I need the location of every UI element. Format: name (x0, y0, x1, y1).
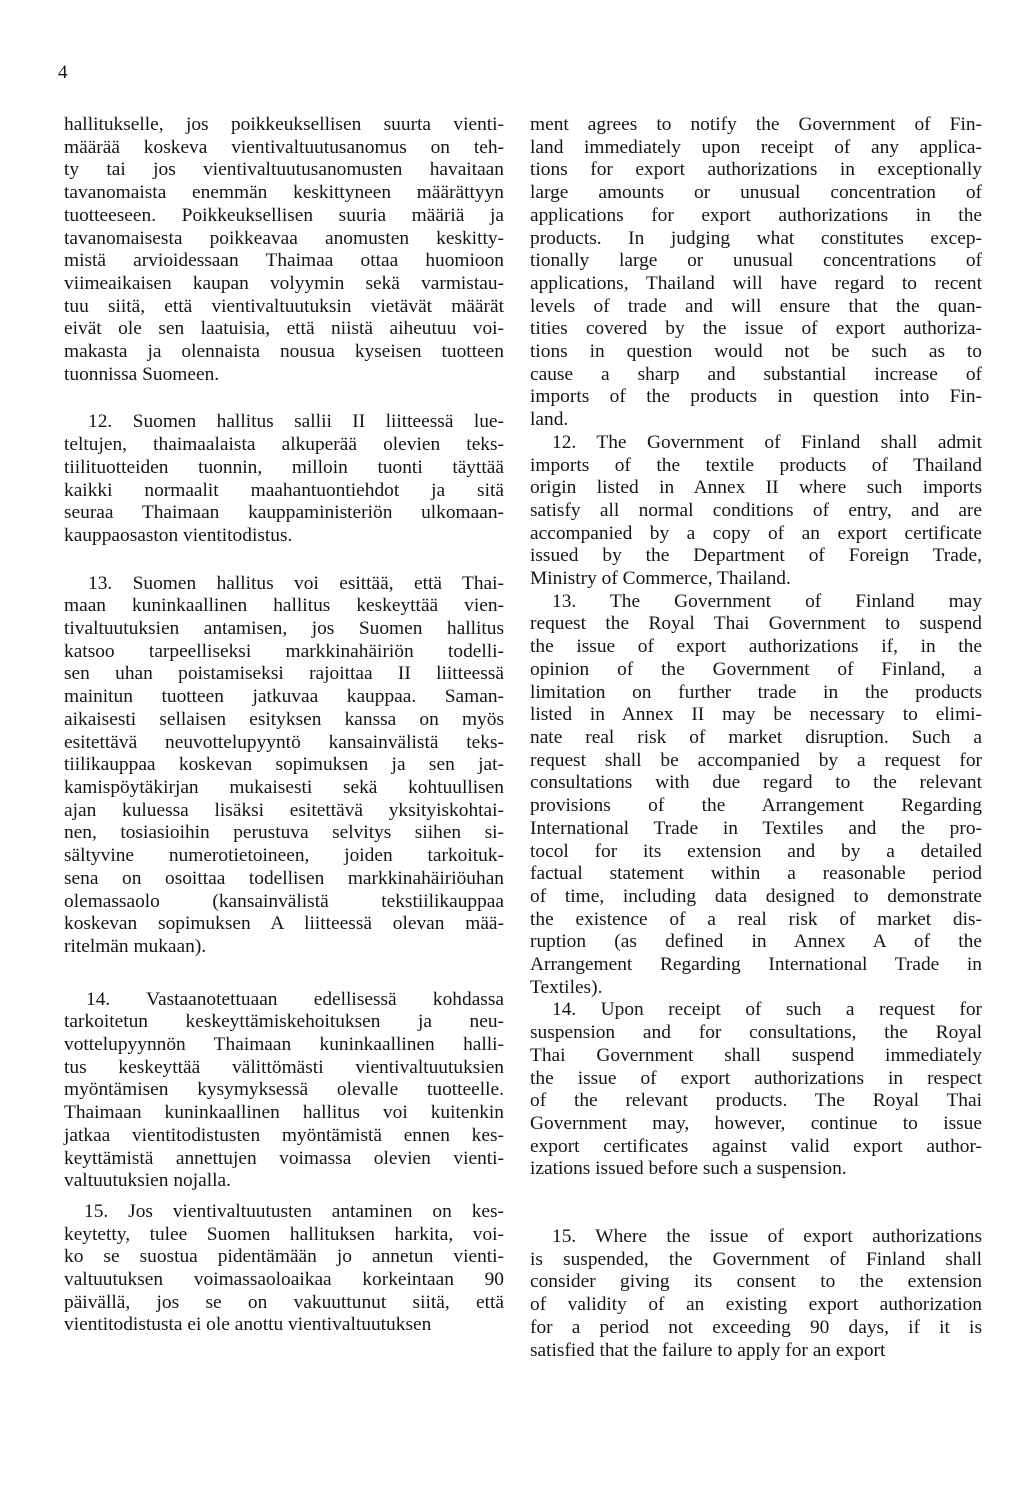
finnish-paragraph (64, 411, 504, 547)
text-line: of the relevant products. The Royal Thai (530, 1090, 982, 1112)
text-line: teltujen, thaimaalaista alkuperää olevien teks- (64, 434, 504, 456)
text-line: Government may, however, continue to issue (530, 1112, 982, 1134)
text-line: consider giving its consent to the extension (530, 1271, 982, 1293)
text-line: request the Royal Thai Government to suspend (530, 613, 982, 635)
text-line: sena on osoittaa todellisen markkinahäiriöuhan (64, 867, 504, 889)
text-line: katsoo tarpeelliseksi markkinahäiriön todelli- (64, 640, 504, 662)
text-line: large amounts or unusual concentration of (530, 182, 982, 204)
text-line: tarkoitetun keskeyttämiskehoituksen ja neu- (64, 1011, 504, 1033)
text-line: eivät ole sen laatuisia, että niistä aiheutuu voi- (64, 318, 504, 340)
text-line: Textiles). (530, 976, 603, 998)
text-line: the existence of a real risk of market dis- (530, 908, 982, 930)
text-line: jatkaa vientitodistusten myöntämistä ennen kes- (64, 1124, 504, 1146)
text-line: tiilikauppaa koskevan sopimuksen ja sen jat- (64, 754, 504, 776)
text-line: myöntämisen kysymyksessä olevalle tuotteelle. (64, 1079, 504, 1101)
text-line: 13. Suomen hallitus voi esittää, että Thai- (88, 572, 504, 594)
text-line: 15. Jos vientivaltuutusten antaminen on kes- (84, 1200, 504, 1222)
text-line: of validity of an existing export authorization (530, 1294, 982, 1316)
text-line: imports of the textile products of Thailand (530, 454, 982, 476)
text-line: the issue of export authorizations if, in the (530, 636, 982, 658)
text-line: nate real risk of market disruption. Such a (530, 726, 982, 748)
text-line: ajan kuluessa lisäksi esitettävä yksityiskohtai- (64, 799, 504, 821)
text-line: satisfy all normal conditions of entry, and are (530, 499, 982, 521)
text-line: tavanomaisesta poikkeavaa anomusten keskitty- (64, 227, 504, 249)
text-line: vottelupyynnön Thaimaan kuninkaallinen halli- (64, 1034, 504, 1056)
text-line: ty tai jos vientivaltuutusanomusten havaitaan (64, 159, 504, 181)
text-line: koskevan sopimuksen A liitteessä olevan mää- (64, 913, 504, 935)
text-line: sältyvine numerotietoineen, joiden tarkoituk- (64, 845, 504, 867)
text-line: factual statement within a reasonable period (530, 863, 982, 885)
text-line: Ministry of Commerce, Thailand. (530, 568, 791, 590)
text-line: kauppaosaston vientitodistus. (64, 524, 293, 546)
text-line: Thaimaan kuninkaallinen hallitus voi kuitenkin (64, 1102, 504, 1124)
text-line: origin listed in Annex II where such imports (530, 477, 982, 499)
text-line: ko se suostua pidentämään jo annetun vienti- (64, 1246, 504, 1268)
text-line: products. In judging what constitutes excep- (530, 227, 982, 249)
text-line: maan kuninkaallinen hallitus keskeyttää vien- (64, 595, 504, 617)
english-paragraph (530, 1226, 982, 1362)
text-line: accompanied by a copy of an export certificate (530, 522, 982, 544)
text-line: tions in question would not be such as to (530, 341, 982, 363)
text-line: levels of trade and will ensure that the quan- (530, 295, 982, 317)
text-line: 12. The Government of Finland shall admit (552, 431, 982, 453)
text-line: land. (530, 409, 569, 431)
text-line: aikaisesti sellaisen esityksen kanssa on myös (64, 708, 504, 730)
text-line: tuonnissa Suomeen. (64, 363, 220, 385)
finnish-paragraph (64, 114, 504, 386)
text-line: valtuutuksien nojalla. (64, 1170, 231, 1192)
text-line: issued by the Department of Foreign Trade, (530, 545, 982, 567)
finnish-paragraph (64, 989, 504, 1193)
text-line: 13. The Government of Finland may (552, 590, 982, 612)
text-line: seuraa Thaimaan kauppaministeriön ulkomaan- (64, 502, 504, 524)
text-line: tuu siitä, että vientivaltuutuksin vietävät määrät (64, 295, 504, 317)
text-line: vientitodistusta ei ole anottu vientivaltuutuksen (64, 1314, 432, 1336)
text-line: tuotteeseen. Poikkeuksellisen suuria määriä ja (64, 204, 504, 226)
text-line: applications, Thailand will have regard to recent (530, 272, 982, 294)
text-line: hallitukselle, jos poikkeuksellisen suurta vienti- (64, 114, 504, 135)
text-line: tionally large or unusual concentrations of (530, 250, 982, 272)
text-line: opinion of the Government of Finland, a (530, 658, 982, 680)
text-line: provisions of the Arrangement Regarding (530, 795, 982, 817)
text-line: olemassaolo (kansainvälistä tekstiilikauppaa (64, 890, 504, 912)
english-paragraph (530, 114, 982, 432)
text-line: International Trade in Textiles and the pro- (530, 817, 982, 839)
finnish-paragraph (64, 573, 504, 959)
text-line: is suspended, the Government of Finland shall (530, 1248, 982, 1270)
text-line: tivaltuutuksien antamisen, jos Suomen hallitus (64, 618, 504, 640)
text-line: tus keskeyttää välittömästi vientivaltuutuksien (64, 1056, 504, 1078)
english-column (530, 114, 982, 1362)
text-line: listed in Annex II may be necessary to elimi- (530, 704, 982, 726)
text-line: keytetty, tulee Suomen hallituksen harkita, voi- (64, 1223, 504, 1245)
text-line: 12. Suomen hallitus sallii II liitteessä lue- (88, 411, 504, 433)
text-line: satisfied that the failure to apply for an export (530, 1339, 886, 1361)
text-line: the issue of export authorizations in respect (530, 1067, 982, 1089)
text-line: of time, including data designed to demonstrate (530, 885, 982, 907)
text-line: consultations with due regard to the relevant (530, 772, 982, 794)
text-line: for a period not exceeding 90 days, if it is (530, 1316, 982, 1338)
text-line: izations issued before such a suspension. (530, 1158, 847, 1180)
text-line: Arrangement Regarding International Trade in (530, 954, 982, 976)
text-line: cause a sharp and substantial increase of (530, 363, 982, 385)
english-paragraph (530, 999, 982, 1181)
text-line: tavanomaista enemmän keskittyneen määrättyyn (64, 182, 504, 204)
text-line: limitation on further trade in the products (530, 681, 982, 703)
text-line: viimeaikaisen kaupan volyymin sekä varmistau- (64, 272, 504, 294)
text-line: ment agrees to notify the Government of Fin- (530, 114, 982, 135)
text-line: export certificates against valid export author- (530, 1135, 982, 1157)
text-line: imports of the products in question into Fin- (530, 386, 982, 408)
text-line: land immediately upon receipt of any applica- (530, 136, 982, 158)
text-line: nen, tosiasioihin perustuva selvitys siihen si- (64, 822, 504, 844)
text-line: makasta ja olennaista nousua kyseisen tuotteen (64, 341, 504, 363)
text-line: suspension and for consultations, the Royal (530, 1022, 982, 1044)
finnish-paragraph (64, 1201, 504, 1337)
text-line: tocol for its extension and by a detailed (530, 840, 982, 862)
text-line: ritelmän mukaan). (64, 935, 207, 957)
finnish-column (64, 114, 504, 1337)
text-line: 14. Vastaanotettuaan edellisessä kohdassa (86, 988, 504, 1010)
text-line: määrää koskeva vientivaltuutusanomus on teh- (64, 136, 504, 158)
text-line: ruption (as defined in Annex A of the (530, 931, 982, 953)
text-line: mainitun tuotteen jatkuvaa kauppaa. Saman- (64, 686, 504, 708)
text-line: kamispöytäkirjan mukaisesti sekä kohtuullisen (64, 776, 504, 798)
text-line: 14. Upon receipt of such a request for (552, 999, 982, 1021)
text-line: tiilituotteiden tuonnin, milloin tuonti täyttää (64, 456, 504, 478)
text-line: request shall be accompanied by a request for (530, 749, 982, 771)
text-line: Thai Government shall suspend immediately (530, 1044, 982, 1066)
text-line: päivällä, jos se on vakuuttunut siitä, että (64, 1291, 504, 1313)
english-paragraph (530, 591, 982, 1000)
text-line: kaikki normaalit maahantuontiehdot ja sitä (64, 479, 504, 501)
english-paragraph (530, 432, 982, 591)
page-number: 4 (58, 62, 68, 83)
text-line: esitettävä neuvottelupyyntö kansainvälistä teks- (64, 731, 504, 753)
text-line: applications for export authorizations in the (530, 204, 982, 226)
text-line: sen uhan poistamiseksi rajoittaa II liitteessä (64, 663, 504, 685)
text-line: 15. Where the issue of export authorizations (552, 1226, 982, 1248)
text-line: mistä arvioidessaan Thaimaa ottaa huomioon (64, 250, 504, 272)
text-line: keyttämistä annettujen voimassa olevien vienti- (64, 1147, 504, 1169)
text-line: tities covered by the issue of export authoriza- (530, 318, 982, 340)
text-line: tions for export authorizations in exceptionally (530, 159, 982, 181)
text-line: valtuutuksen voimassaoloaikaa korkeintaan 90 (64, 1269, 504, 1291)
